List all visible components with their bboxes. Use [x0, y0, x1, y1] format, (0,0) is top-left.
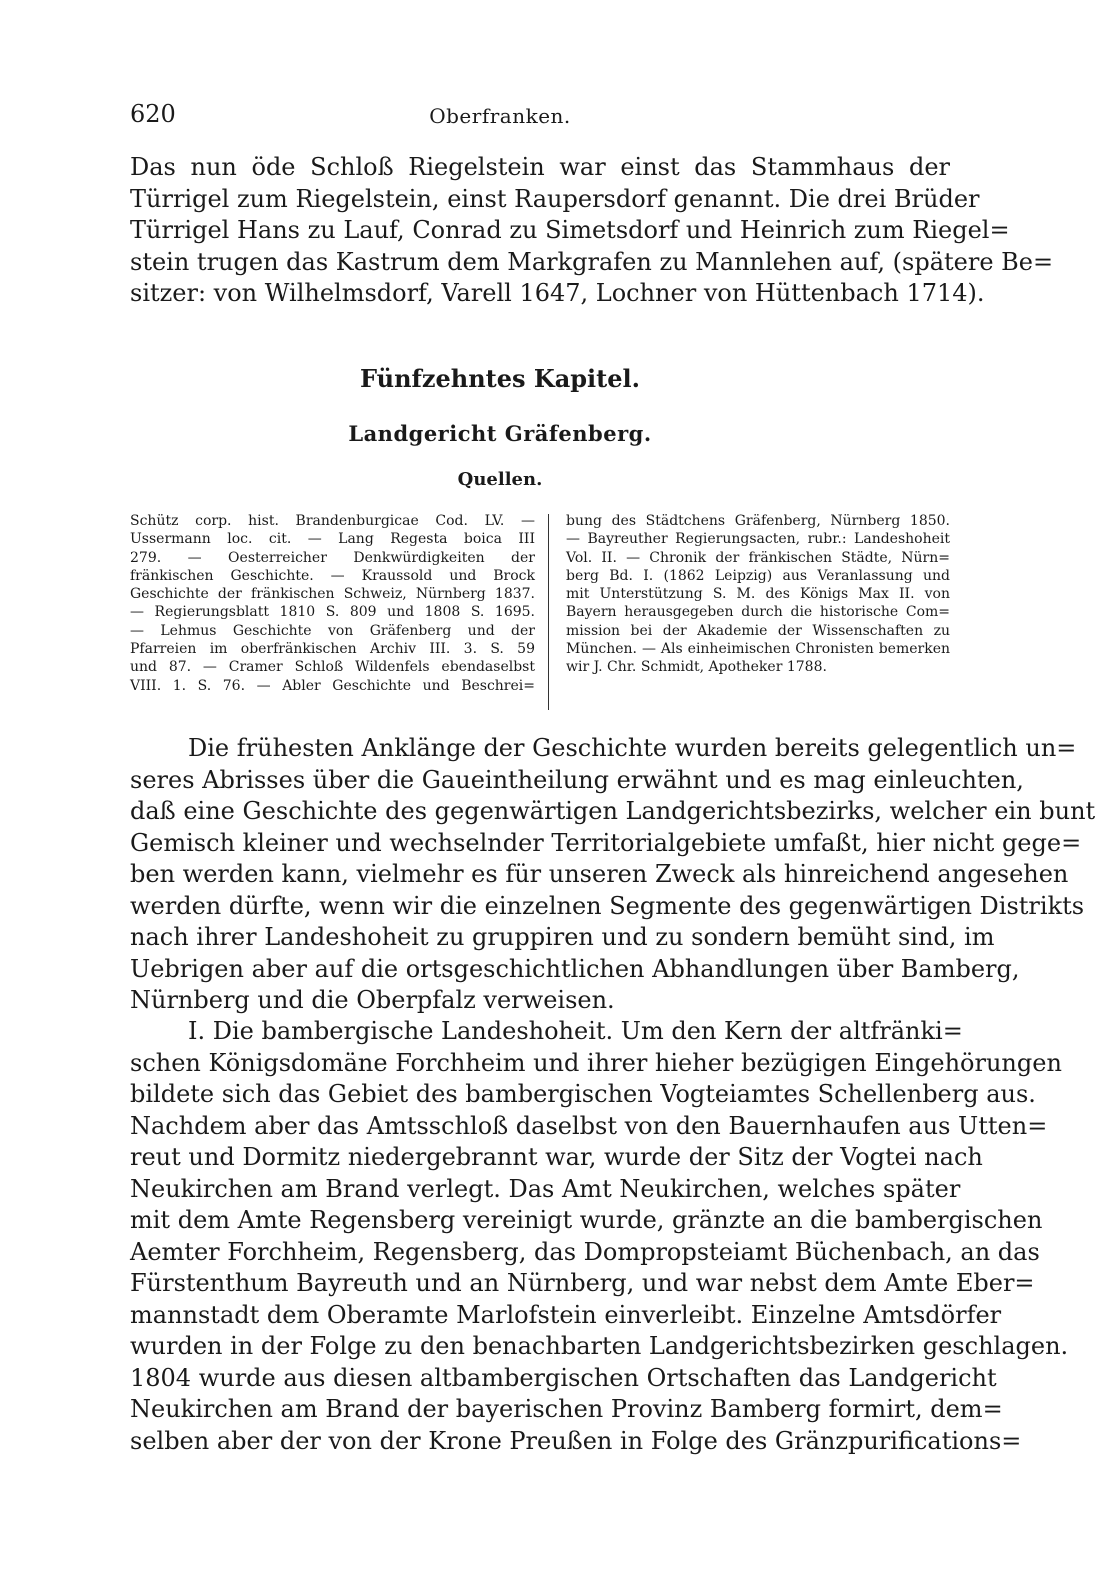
text-line: wurden in der Folge zu den benachbarten Landgerichtsbezirken geschlagen.	[130, 1332, 1069, 1360]
text-line: mit dem Amte Regensberg vereinigt wurde, gränzte an die bambergischen	[130, 1206, 1043, 1234]
text-line: werden dürfte, wenn wir die einzelnen Segmente des gegenwärtigen Distrikts	[130, 891, 1085, 920]
sources-heading: Quellen.	[457, 469, 543, 490]
text-line: Nürnberg und die Oberpfalz verweisen.	[130, 986, 615, 1014]
note-line: berg Bd. I. (1862 Leipzig) aus Veranlassung und	[566, 567, 950, 584]
text-line: bildete sich das Gebiet des bambergischen Vogteiamtes Schellenberg aus.	[130, 1080, 1036, 1108]
text-line: Nachdem aber das Amtsschloß daselbst von den Bauernhaufen aus Utten=	[130, 1111, 1048, 1140]
note-line: mission bei der Akademie der Wissenschaften zu	[566, 622, 950, 639]
note-line: Pfarreien im oberfränkischen Archiv III. 3. S. 59	[130, 641, 535, 658]
text-line: Neukirchen am Brand verlegt. Das Amt Neukirchen, welches später	[130, 1174, 961, 1203]
text-line: daß eine Geschichte des gegenwärtigen Landgerichtsbezirks, welcher ein bunt	[130, 797, 1095, 825]
text-line: seres Abrisses über die Gaueintheilung erwähnt und es mag einleuchten,	[130, 765, 1024, 794]
sources-notes	[130, 512, 950, 712]
note-line: Schütz corp. hist. Brandenburgicae Cod. LV. —	[130, 513, 535, 529]
main-paragraph-2	[130, 1016, 1069, 1457]
text-line: selben aber der von der Krone Preußen in Folge des Gränzpurifications=	[130, 1426, 1022, 1455]
main-paragraph-1	[130, 733, 1095, 1017]
note-line: Ussermann loc. cit. — Lang Regesta boica III	[130, 531, 535, 548]
text-line: sitzer: von Wilhelmsdorf, Varell 1647, Lochner von Hüttenbach 1714).	[130, 279, 985, 307]
note-line: — Lehmus Geschichte von Gräfenberg und der	[130, 622, 535, 639]
text-line: ben werden kann, vielmehr es für unseren Zweck als hinreichend angesehen	[130, 860, 1069, 888]
note-line: bung des Städtchens Gräfenberg, Nürnberg 1850.	[566, 513, 950, 529]
notes-left-column	[130, 512, 535, 695]
note-line: München. — Als einheimischen Chronisten bemerken	[566, 641, 950, 658]
text-line: Türrigel zum Riegelstein, einst Raupersdorf genannt. Die drei Brüder	[130, 184, 980, 213]
column-divider	[548, 514, 549, 710]
note-line: wir J. Chr. Schmidt, Apotheker 1788.	[566, 659, 827, 676]
text-line: Gemisch kleiner und wechselnder Territorialgebiete umfaßt, hier nicht gege=	[130, 828, 1082, 857]
text-line: I. Die bambergische Landeshoheit. Um den Kern der altfränki=	[188, 1017, 963, 1045]
text-line: reut und Dormitz niedergebrannt war, wurde der Sitz der Vogtei nach	[130, 1143, 983, 1171]
text-line: mannstadt dem Oberamte Marlofstein einverleibt. Einzelne Amtsdörfer	[130, 1300, 1002, 1329]
note-line: fränkischen Geschichte. — Kraussold und Brock	[130, 567, 535, 584]
section-title: Landgericht Gräfenberg.	[348, 421, 652, 446]
intro-paragraph	[130, 152, 1054, 310]
text-line: Neukirchen am Brand der bayerischen Provinz Bamberg formirt, dem=	[130, 1395, 1003, 1423]
text-line: stein trugen das Kastrum dem Markgrafen zu Mannlehen auf, (spätere Be=	[130, 247, 1054, 276]
note-line: 279. — Oesterreicher Denkwürdigkeiten der	[130, 549, 535, 566]
text-line: Uebrigen aber auf die ortsgeschichtlichen Abhandlungen über Bamberg,	[130, 954, 1020, 983]
note-line: mit Unterstützung S. M. des Königs Max II. von	[566, 586, 950, 603]
chapter-title: Fünfzehntes Kapitel.	[360, 364, 640, 393]
text-line: Aemter Forchheim, Regensberg, das Dompropsteiamt Büchenbach, an das	[130, 1237, 1040, 1266]
notes-right-column	[566, 512, 950, 677]
text-line: 1804 wurde aus diesen altbambergischen Ortschaften das Landgericht	[130, 1363, 997, 1392]
note-line: und 87. — Cramer Schloß Wildenfels ebendaselbst	[130, 659, 535, 676]
text-line: Türrigel Hans zu Lauf, Conrad zu Simetsdorf und Heinrich zum Riegel=	[130, 216, 1010, 244]
text-line: Das nun öde Schloß Riegelstein war einst das Stammhaus der	[130, 153, 950, 181]
note-line: — Regierungsblatt 1810 S. 809 und 1808 S. 1695.	[130, 604, 535, 621]
text-line: Fürstenthum Bayreuth und an Nürnberg, und war nebst dem Amte Eber=	[130, 1269, 1035, 1297]
text-line: schen Königsdomäne Forchheim und ihrer hieher bezügigen Eingehörungen	[130, 1048, 1062, 1077]
note-line: VIII. 1. S. 76. — Abler Geschichte und Beschrei=	[130, 677, 535, 694]
running-title: Oberfranken.	[429, 104, 571, 128]
note-line: Bayern herausgegeben durch die historische Com=	[566, 604, 950, 621]
note-line: Geschichte der fränkischen Schweiz, Nürnberg 1837.	[130, 586, 535, 603]
text-line: nach ihrer Landeshoheit zu gruppiren und zu sondern bemüht sind, im	[130, 923, 995, 951]
page-number: 620	[130, 100, 176, 128]
note-line: — Bayreuther Regierungsacten, rubr.: Landeshoheit	[566, 531, 950, 548]
note-line: Vol. II. — Chronik der fränkischen Städte, Nürn=	[566, 549, 950, 566]
text-line: Die frühesten Anklänge der Geschichte wurden bereits gelegentlich un=	[188, 734, 1077, 762]
